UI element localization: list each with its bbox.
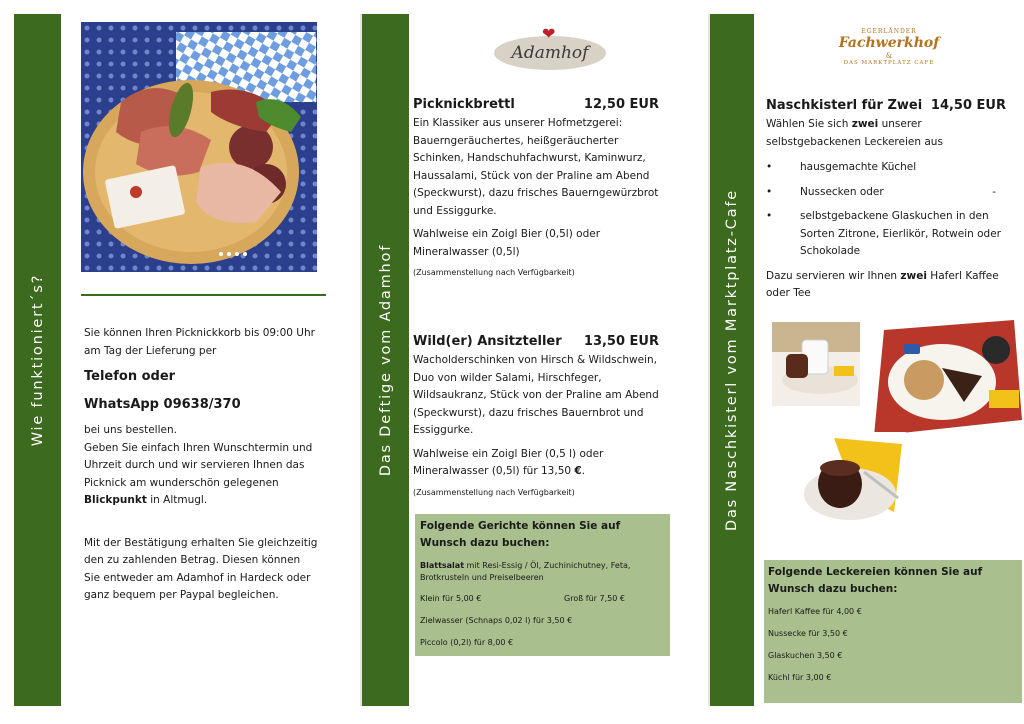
treats-list (766, 159, 1006, 261)
phone-heading: Telefon oder (84, 369, 176, 384)
panel1-sidebar (14, 14, 61, 706)
naschkisterl-name: Naschkisterl für Zwei (766, 98, 923, 113)
divider (81, 294, 326, 296)
heart-icon: ❤ (542, 24, 556, 43)
item2-drink-text: Wahlweise ein Zoigl Bier (0,5 l) oder Mineralwasser (0,5l) für 13,50 (413, 447, 604, 477)
salad-small: Klein für 5,00 € (420, 594, 482, 603)
adamhof-logo-text: Adamhof (511, 43, 589, 63)
choose-text (766, 116, 1006, 151)
place-text: in Altmugl. (146, 494, 208, 506)
item2-note: (Zusammenstellung nach Verfügbarkeit) (413, 487, 575, 497)
item1-drink: Wahlweise ein Zoigl Bier (0,5l) oder Mineralwasser (0,5l) (413, 228, 601, 258)
coffee-cup-photo (772, 322, 860, 406)
choose-two: zwei (851, 118, 879, 130)
picnic-board-photo (81, 22, 317, 272)
serve-two: zwei (900, 269, 927, 282)
salad-desc: mit Resi-Essig / Öl, Zuchinichutney, Feta, Brotkrusteln und Preiselbeeren (420, 561, 631, 582)
panel2-extras-box (415, 514, 670, 656)
item1-note: (Zusammenstellung nach Verfügbarkeit) (413, 268, 575, 277)
panel1-side-title: Wie funktioniert´s? (29, 273, 46, 447)
panel3-extras-title: Folgende Leckereien können Sie auf Wunsch dazu buchen: (768, 566, 983, 595)
item1-header (413, 97, 659, 112)
serve-text-c: Haferl Kaffee oder Tee (766, 269, 999, 299)
serve-text (766, 268, 1006, 303)
logo-amp: & (885, 52, 893, 60)
glass-cake-photo (794, 432, 906, 528)
payment-text: Mit der Bestätigung erhalten Sie gleichzeitig den zu zahlenden Betrag. Diesen können Sie entweder am Adamhof in Hardeck oder ganz bequem per Paypal begleichen. (84, 536, 318, 601)
choose-text-a: Wählen Sie sich (766, 118, 852, 130)
item2-name: Wild(er) Ansitzteller (413, 334, 562, 349)
whatsapp-heading: WhatsApp 09638/370 (84, 397, 241, 412)
item2-drink-currency: € (574, 465, 582, 477)
adamhof-logo (494, 26, 606, 70)
intro-text: Sie können Ihren Picknickkorb bis 09:00 Uhr am Tag der Lieferung per (84, 327, 315, 357)
salad-name: Blattsalat (420, 561, 465, 570)
choose-text-c: unserer selbstgebackenen Leckereien aus (766, 118, 943, 148)
panel1 (61, 14, 360, 706)
serve-text-a: Dazu servieren wir Ihnen (766, 269, 901, 282)
order-line: bei uns bestellen. (84, 424, 177, 436)
list-item (766, 184, 1006, 202)
logo-top: EGERLÄNDER (861, 28, 917, 35)
panel3-extras-box (764, 560, 1022, 703)
panel2 (409, 14, 708, 706)
panel2-sidebar (362, 14, 409, 706)
panel3 (754, 14, 1024, 706)
salad-sizes (418, 593, 667, 605)
list-item-text: • Nussecken oder (800, 185, 884, 198)
cake-plate-photo (864, 320, 1022, 436)
list-item: Glaskuchen 3,50 € (768, 651, 843, 660)
logo-bottom: DAS MARKTPLATZ CAFE (843, 60, 935, 66)
logo-main: Fachwerkhof (838, 35, 940, 51)
fold-line (360, 14, 362, 706)
list-item: Haferl Kaffee für 4,00 € (768, 607, 862, 616)
zielwasser: Zielwasser (Schnaps 0,02 l) für 3,50 € (420, 616, 573, 625)
salad-line (418, 560, 667, 584)
panel3-side-title: Das Naschkisterl vom Marktplatz-Cafe (724, 189, 740, 531)
piccolo: Piccolo (0,2l) für 8,00 € (420, 638, 514, 647)
list-item-dash: - (992, 185, 996, 198)
list-item: • selbstgebackene Glaskuchen in den Sorten Zitrone, Eierlikör, Rotwein oder Schokolade (766, 208, 1006, 261)
item2-drink (413, 446, 659, 481)
item1-price: 12,50 EUR (583, 97, 659, 112)
item1-desc: Ein Klassiker aus unserer Hofmetzgerei: Bauerngeräuchertes, heißgeräucherter Schinken, Handschuhfachwurst, Kaminwurz, Haussalami, Stück von der Praline am Abend (Speckwurst), dazu frisches Bauerngewürzbrot und Essiggurke. (413, 117, 659, 217)
list-item: • hausgemachte Küchel (766, 159, 1006, 177)
panel2-side-title: Das Deftige vom Adamhof (377, 243, 394, 477)
naschkisterl-price: 14,50 EUR (930, 98, 1006, 113)
panel3-sidebar (710, 14, 754, 706)
item2-header (413, 334, 659, 349)
list-item: Nussecke für 3,50 € (768, 629, 848, 638)
wish-text-main: Geben Sie einfach Ihren Wunschtermin und Uhrzeit durch und wir servieren Ihnen das Picknick am wunderschön gelegenen (84, 441, 313, 489)
blickpunkt-label: Blickpunkt (84, 494, 147, 506)
item2-desc: Wacholderschinken von Hirsch & Wildschwein, Duo von wilder Salami, Hirschfeger, Wildsaukranz, Stück von der Praline am Abend (Speckwurst), dazu frisches Bauernbrot und Essiggurke. (413, 354, 659, 436)
panel2-extras-title: Folgende Gerichte können Sie auf Wunsch dazu buchen: (420, 520, 621, 549)
item2-price: 13,50 EUR (583, 334, 659, 349)
item2-drink-dot: . (581, 465, 586, 477)
fold-line (708, 14, 710, 706)
list-item: Küchl für 3,00 € (768, 673, 832, 682)
fachwerkhof-logo (834, 28, 944, 66)
item1-name: Picknickbrettl (413, 97, 515, 112)
salad-large: Groß für 7,50 € (564, 594, 625, 603)
wish-text (84, 440, 319, 510)
naschkisterl-header (766, 98, 1006, 113)
